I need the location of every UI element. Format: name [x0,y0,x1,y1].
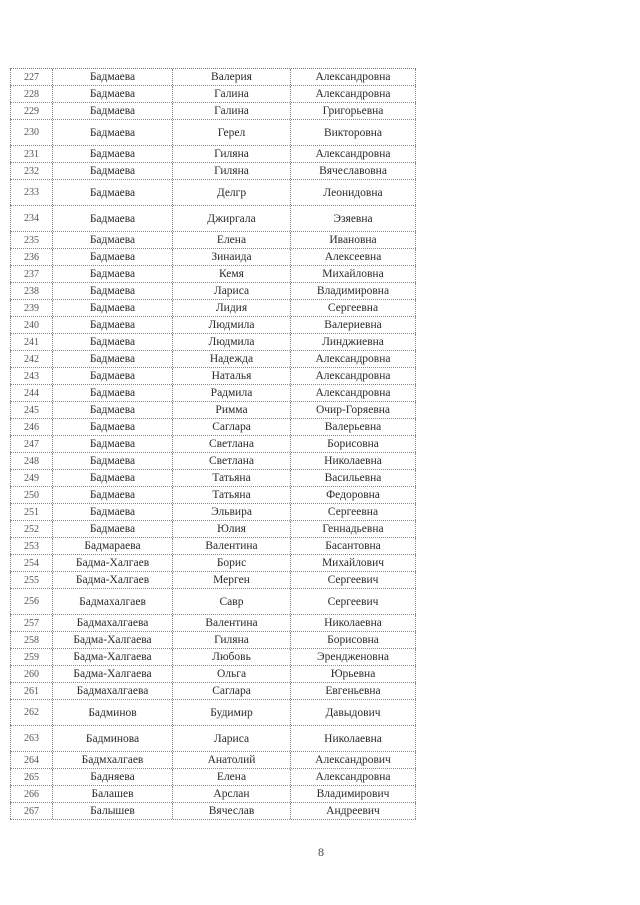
row-number: 234 [10,206,52,231]
last-name-cell: Бадмахалгаева [52,683,172,699]
patronymic-cell: Эзяевна [290,206,416,231]
patronymic-cell: Басантовна [290,538,416,554]
last-name-cell: Бадмаева [52,487,172,503]
row-number: 259 [10,649,52,665]
last-name-cell: Бадмаева [52,334,172,350]
patronymic-cell: Леонидовна [290,180,416,205]
table-row [10,249,416,266]
last-name-cell: Бадмаева [52,163,172,179]
last-name-cell: Бадма-Халгаев [52,555,172,571]
last-name-cell: Балышев [52,803,172,819]
patronymic-cell: Александровна [290,769,416,785]
page-number: 8 [318,845,324,859]
patronymic-cell: Михайлович [290,555,416,571]
first-name-cell: Людмила [172,334,290,350]
first-name-cell: Гиляна [172,146,290,162]
first-name-cell: Гиляна [172,632,290,648]
last-name-cell: Бадмаева [52,453,172,469]
table-row [10,163,416,180]
last-name-cell: Бадмахалгаева [52,615,172,631]
last-name-cell: Бадмаева [52,283,172,299]
patronymic-cell: Геннадьевна [290,521,416,537]
first-name-cell: Зинаида [172,249,290,265]
row-number: 252 [10,521,52,537]
row-number: 244 [10,385,52,401]
last-name-cell: Бадмаева [52,266,172,282]
patronymic-cell: Александровна [290,146,416,162]
last-name-cell: Бадмаева [52,180,172,205]
last-name-cell: Бадмахалгаев [52,589,172,614]
patronymic-cell: Николаевна [290,615,416,631]
table-row [10,232,416,249]
patronymic-cell: Сергеевич [290,589,416,614]
patronymic-cell: Викторовна [290,120,416,145]
patronymic-cell: Андреевич [290,803,416,819]
row-number: 256 [10,589,52,614]
row-number: 232 [10,163,52,179]
row-number: 249 [10,470,52,486]
patronymic-cell: Григорьевна [290,103,416,119]
row-number: 239 [10,300,52,316]
row-number: 261 [10,683,52,699]
first-name-cell: Валентина [172,615,290,631]
patronymic-cell: Федоровна [290,487,416,503]
patronymic-cell: Сергеевич [290,572,416,588]
table-row [10,700,416,726]
first-name-cell: Лидия [172,300,290,316]
table-row [10,266,416,283]
last-name-cell: Бадминова [52,726,172,751]
first-name-cell: Елена [172,232,290,248]
patronymic-cell: Борисовна [290,632,416,648]
first-name-cell: Любовь [172,649,290,665]
first-name-cell: Татьяна [172,487,290,503]
row-number: 227 [10,69,52,85]
row-number: 247 [10,436,52,452]
row-number: 242 [10,351,52,367]
row-number: 253 [10,538,52,554]
first-name-cell: Галина [172,86,290,102]
patronymic-cell: Вячеславовна [290,163,416,179]
row-number: 258 [10,632,52,648]
row-number: 266 [10,786,52,802]
row-number: 235 [10,232,52,248]
first-name-cell: Герел [172,120,290,145]
last-name-cell: Бадмаева [52,470,172,486]
last-name-cell: Бадмараева [52,538,172,554]
patronymic-cell: Александровна [290,368,416,384]
last-name-cell: Бадминов [52,700,172,725]
row-number: 240 [10,317,52,333]
patronymic-cell: Юрьевна [290,666,416,682]
last-name-cell: Бадмаева [52,436,172,452]
table-row [10,632,416,649]
first-name-cell: Надежда [172,351,290,367]
last-name-cell: Балашев [52,786,172,802]
patronymic-cell: Сергеевна [290,300,416,316]
last-name-cell: Бадмаева [52,402,172,418]
last-name-cell: Бадма-Халгаева [52,649,172,665]
patronymic-cell: Александровна [290,86,416,102]
patronymic-cell: Владимирович [290,786,416,802]
last-name-cell: Бадмаева [52,249,172,265]
patronymic-cell: Александровна [290,69,416,85]
table-row [10,436,416,453]
patronymic-cell: Михайловна [290,266,416,282]
table-row [10,146,416,163]
row-number: 257 [10,615,52,631]
table-row [10,504,416,521]
patronymic-cell: Валериевна [290,317,416,333]
first-name-cell: Светлана [172,436,290,452]
table-row [10,521,416,538]
patronymic-cell: Борисовна [290,436,416,452]
table-row [10,300,416,317]
row-number: 228 [10,86,52,102]
row-number: 255 [10,572,52,588]
first-name-cell: Савр [172,589,290,614]
last-name-cell: Бадма-Халгаев [52,572,172,588]
last-name-cell: Бадмаева [52,351,172,367]
first-name-cell: Радмила [172,385,290,401]
last-name-cell: Бадмаева [52,368,172,384]
last-name-cell: Бадняева [52,769,172,785]
row-number: 260 [10,666,52,682]
table-row [10,470,416,487]
patronymic-cell: Васильевна [290,470,416,486]
table-row [10,206,416,232]
last-name-cell: Бадмаева [52,521,172,537]
table-row [10,453,416,470]
table-row [10,69,416,86]
first-name-cell: Ольга [172,666,290,682]
table-row [10,351,416,368]
table-row [10,589,416,615]
row-number: 241 [10,334,52,350]
table-row [10,786,416,803]
table-row [10,385,416,402]
row-number: 267 [10,803,52,819]
table-row [10,683,416,700]
table-row [10,368,416,385]
patronymic-cell: Линджиевна [290,334,416,350]
first-name-cell: Светлана [172,453,290,469]
patronymic-cell: Давыдович [290,700,416,725]
row-number: 243 [10,368,52,384]
table-row [10,538,416,555]
row-number: 246 [10,419,52,435]
first-name-cell: Татьяна [172,470,290,486]
last-name-cell: Бадмаева [52,103,172,119]
row-number: 265 [10,769,52,785]
last-name-cell: Бадмаева [52,385,172,401]
first-name-cell: Наталья [172,368,290,384]
first-name-cell: Валерия [172,69,290,85]
first-name-cell: Анатолий [172,752,290,768]
table-row [10,615,416,632]
last-name-cell: Бадмаева [52,146,172,162]
table-row [10,334,416,351]
table-row [10,572,416,589]
last-name-cell: Бадмхалгаев [52,752,172,768]
patronymic-cell: Александровна [290,351,416,367]
last-name-cell: Бадмаева [52,419,172,435]
first-name-cell: Людмила [172,317,290,333]
last-name-cell: Бадмаева [52,206,172,231]
last-name-cell: Бадмаева [52,232,172,248]
first-name-cell: Кемя [172,266,290,282]
row-number: 264 [10,752,52,768]
patronymic-cell: Евгеньевна [290,683,416,699]
table-row [10,120,416,146]
first-name-cell: Римма [172,402,290,418]
patronymic-cell: Николаевна [290,726,416,751]
row-number: 238 [10,283,52,299]
first-name-cell: Юлия [172,521,290,537]
first-name-cell: Мерген [172,572,290,588]
row-number: 230 [10,120,52,145]
patronymic-cell: Сергеевна [290,504,416,520]
row-number: 250 [10,487,52,503]
row-number: 245 [10,402,52,418]
first-name-cell: Вячеслав [172,803,290,819]
first-name-cell: Эльвира [172,504,290,520]
first-name-cell: Арслан [172,786,290,802]
first-name-cell: Валентина [172,538,290,554]
first-name-cell: Галина [172,103,290,119]
table-row [10,769,416,786]
first-name-cell: Лариса [172,726,290,751]
row-number: 251 [10,504,52,520]
last-name-cell: Бадмаева [52,120,172,145]
last-name-cell: Бадмаева [52,504,172,520]
first-name-cell: Гиляна [172,163,290,179]
table-row [10,752,416,769]
table-row [10,103,416,120]
patronymic-cell: Николаевна [290,453,416,469]
first-name-cell: Саглара [172,419,290,435]
patronymic-cell: Эрендженовна [290,649,416,665]
names-table [10,68,416,820]
table-row [10,180,416,206]
table-row [10,555,416,572]
last-name-cell: Бадмаева [52,86,172,102]
table-row [10,726,416,752]
table-row [10,419,416,436]
patronymic-cell: Александрович [290,752,416,768]
first-name-cell: Будимир [172,700,290,725]
last-name-cell: Бадма-Халгаева [52,632,172,648]
last-name-cell: Бадмаева [52,317,172,333]
first-name-cell: Борис [172,555,290,571]
first-name-cell: Елена [172,769,290,785]
patronymic-cell: Очир-Горяевна [290,402,416,418]
table-row [10,86,416,103]
patronymic-cell: Алексеевна [290,249,416,265]
row-number: 254 [10,555,52,571]
table-row [10,487,416,504]
first-name-cell: Лариса [172,283,290,299]
patronymic-cell: Валерьевна [290,419,416,435]
table-row [10,283,416,300]
patronymic-cell: Александровна [290,385,416,401]
row-number: 248 [10,453,52,469]
row-number: 262 [10,700,52,725]
row-number: 263 [10,726,52,751]
row-number: 237 [10,266,52,282]
first-name-cell: Делгр [172,180,290,205]
row-number: 229 [10,103,52,119]
first-name-cell: Джиргала [172,206,290,231]
row-number: 236 [10,249,52,265]
patronymic-cell: Владимировна [290,283,416,299]
last-name-cell: Бадма-Халгаева [52,666,172,682]
table-row [10,803,416,820]
patronymic-cell: Ивановна [290,232,416,248]
last-name-cell: Бадмаева [52,300,172,316]
table-row [10,317,416,334]
table-row [10,666,416,683]
first-name-cell: Саглара [172,683,290,699]
last-name-cell: Бадмаева [52,69,172,85]
row-number: 231 [10,146,52,162]
table-row [10,649,416,666]
row-number: 233 [10,180,52,205]
table-row [10,402,416,419]
